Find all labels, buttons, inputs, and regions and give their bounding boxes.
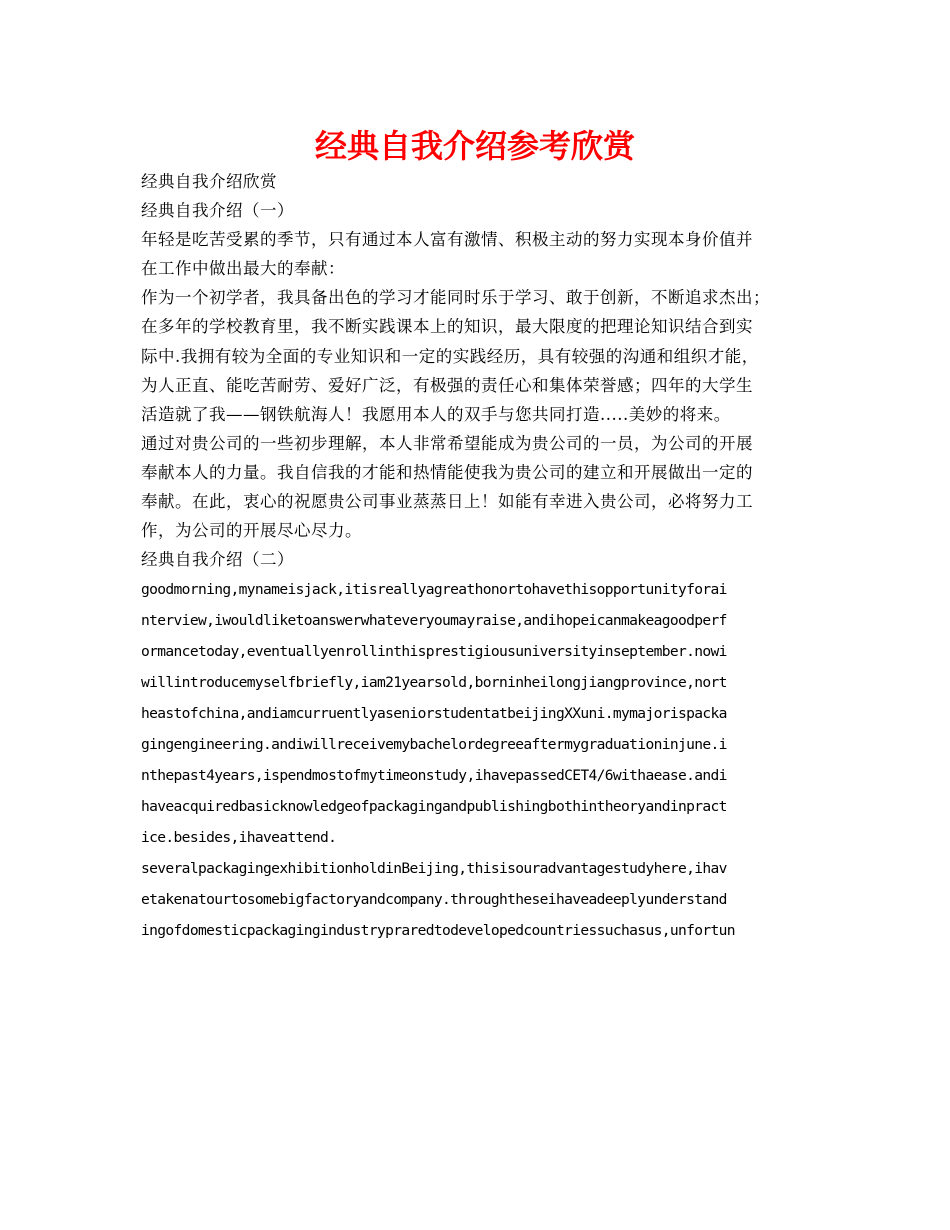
text-line: 在工作中做出最大的奉献：	[141, 259, 345, 279]
text-line: ingofdomesticpackagingindustrypraredtodevelopedcountriessuchasus,unfortun	[141, 922, 735, 940]
text-line: 奉献本人的力量。我自信我的才能和热情能使我为贵公司的建立和开展做出一定的	[141, 462, 753, 482]
text-line: nthepast4years,ispendmostofmytimeonstudy,ihavepassedCET4/6withaease.andi	[141, 767, 727, 785]
text-line: severalpackagingexhibitionholdinBeijing,thisisouradvantagestudyhere,ihav	[141, 860, 727, 878]
text-line: 通过对贵公司的一些初步理解，本人非常希望能成为贵公司的一员，为公司的开展	[141, 433, 753, 453]
text-line: nterview,iwouldliketoanswerwhateveryoumayraise,andihopeicanmakeagoodperf	[141, 612, 727, 630]
text-line: 际中.我拥有较为全面的专业知识和一定的实践经历，具有较强的沟通和组织才能，	[141, 346, 759, 366]
text-line: willintroducemyselfbriefly,iam21yearsold,borninheilongjiangprovince,nort	[141, 674, 727, 692]
text-line: 奉献。在此，衷心的祝愿贵公司事业蒸蒸日上！如能有幸进入贵公司，必将努力工	[141, 492, 753, 512]
text-line: 经典自我介绍（二）	[141, 550, 294, 570]
text-line: ormancetoday,eventuallyenrollinthisprestigiousuniversityinseptember.nowi	[141, 643, 727, 661]
text-line: 经典自我介绍（一）	[141, 201, 294, 221]
text-line: 经典自我介绍欣赏	[141, 172, 277, 191]
document-body	[141, 167, 821, 946]
text-line: 作为一个初学者，我具备出色的学习才能同时乐于学习、敢于创新，不断追求杰出；	[141, 288, 770, 308]
text-line: ice.besides,ihaveattend.	[141, 829, 337, 847]
text-line: 作，为公司的开展尽心尽力。	[141, 521, 362, 541]
text-line: 为人正直、能吃苦耐劳、爱好广泛，有极强的责任心和集体荣誉感；四年的大学生	[141, 375, 753, 395]
text-line: heastofchina,andiamcurruentlyaseniorstudentatbeijingXXuni.mymajorispacka	[141, 705, 727, 723]
text-line: gingengineering.andiwillreceivemybachelordegreeaftermygraduationinjune.i	[141, 736, 727, 754]
text-line: 在多年的学校教育里，我不断实践课本上的知识，最大限度的把理论知识结合到实	[141, 317, 753, 337]
text-line: goodmorning,mynameisjack,itisreallyagreathonortohavethisopportunityforai	[141, 581, 727, 599]
text-line: 年轻是吃苦受累的季节，只有通过本人富有激情、积极主动的努力实现本身价值并	[141, 230, 753, 250]
text-line: etakenatourtosomebigfactoryandcompany.throughtheseihaveadeeplyunderstand	[141, 891, 727, 909]
document-title: 经典自我介绍参考欣赏	[314, 127, 635, 165]
text-line: haveacquiredbasicknowledgeofpackagingandpublishingbothintheoryandinpract	[141, 798, 727, 816]
text-line: 活造就了我——钢铁航海人！我愿用本人的双手与您共同打造.....美妙的将来。	[141, 404, 731, 424]
